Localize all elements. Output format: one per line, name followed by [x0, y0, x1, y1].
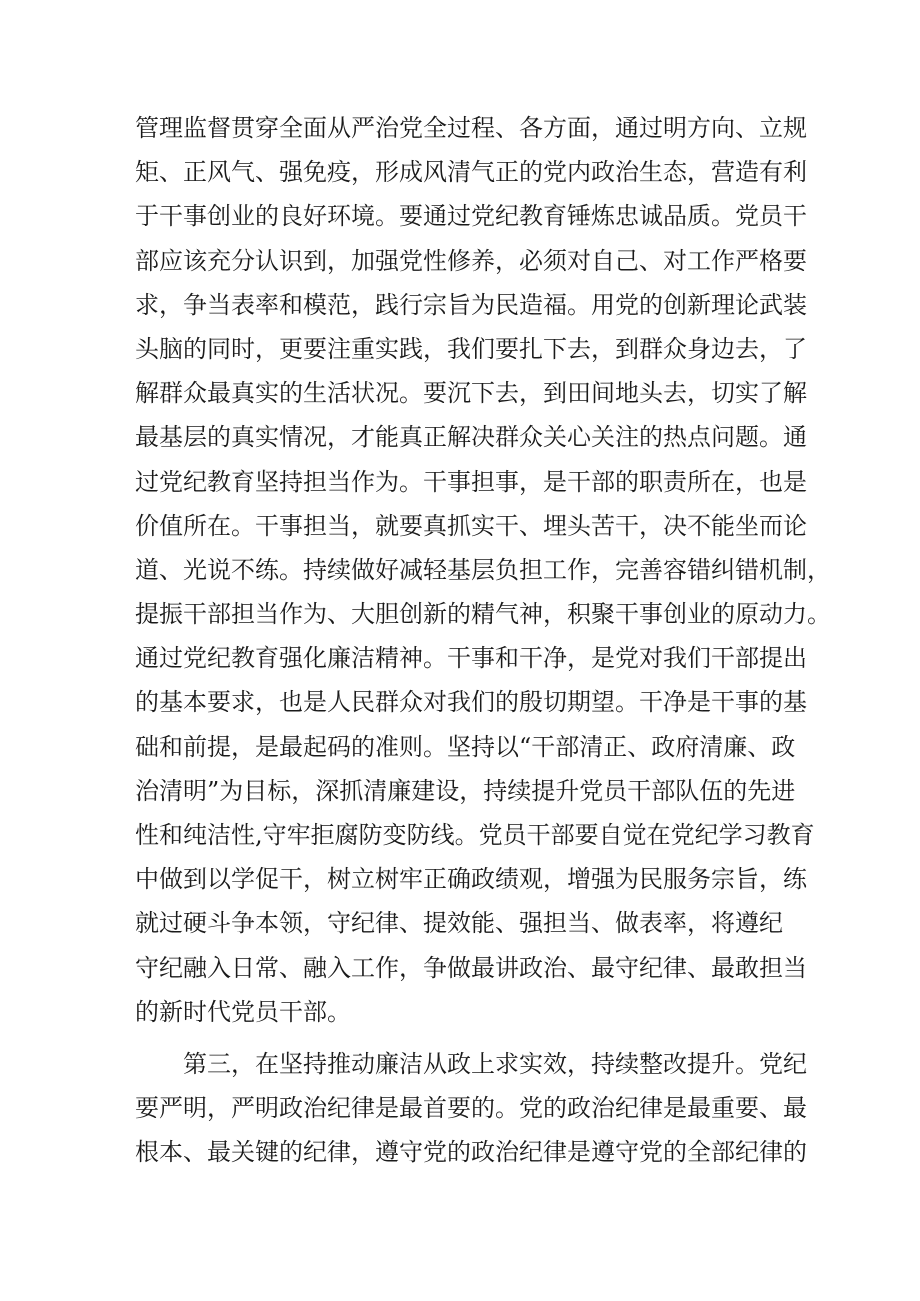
text-line: 头脑的同时，更要注重实践，我们要扎下去，到群众身边去，了: [135, 334, 807, 363]
text-line: 矩、正风气、强免疫，形成风清气正的党内政治生态，营造有利: [135, 158, 807, 187]
paragraph-1: [135, 106, 831, 1034]
text-line: 管理监督贯穿全面从严治党全过程、各方面，通过明方向、立规: [135, 114, 807, 142]
text-line: 于干事创业的良好环境。要通过党纪教育锤炼忠诚品质。党员干: [135, 202, 807, 231]
text-line: 道、光说不练。持续做好减轻基层负担工作，完善容错纠错机制，: [135, 555, 831, 584]
text-line: 求，争当表率和模范，践行宗旨为民造福。用党的创新理论武装: [135, 290, 807, 319]
text-line: 第三，在坚持推动廉洁从政上求实效，持续整改提升。党纪: [183, 1049, 807, 1078]
text-line: 治清明”为目标，深抓清廉建设，持续提升党员干部队伍的先进: [135, 776, 796, 805]
text-line: 的基本要求，也是人民群众对我们的殷切期望。干净是干事的基: [135, 688, 807, 717]
text-line: 要严明，严明政治纪律是最首要的。党的政治纪律是最重要、最: [135, 1094, 807, 1123]
text-line: 守纪融入日常、融入工作，争做最讲政治、最守纪律、最敢担当: [135, 953, 807, 982]
text-line: 提振干部担当作为、大胆创新的精气神，积聚干事创业的原动力。: [135, 600, 831, 629]
text-line: 部应该充分认识到，加强党性修养，必须对自己、对工作严格要: [135, 246, 807, 275]
text-line: 根本、最关键的纪律，遵守党的政治纪律是遵守党的全部纪律的: [135, 1138, 807, 1167]
text-line: 价值所在。干事担当，就要真抓实干、埋头苦干，决不能坐而论: [135, 511, 807, 540]
text-line: 最基层的真实情况，才能真正解决群众关心关注的热点问题。通: [135, 423, 807, 452]
text-line: 础和前提，是最起码的准则。坚持以“干部清正、政府清廉、政: [135, 732, 796, 761]
text-line: 就过硬斗争本领，守纪律、提效能、强担当、做表率，将遵纪: [135, 909, 783, 938]
text-line: 中做到以学促干，树立树牢正确政绩观，增强为民服务宗旨，练: [135, 865, 807, 894]
paragraph-2: [135, 1042, 807, 1175]
text-line: 通过党纪教育强化廉洁精神。干事和干净，是党对我们干部提出: [135, 644, 807, 673]
text-line: 性和纯洁性,守牢拒腐防变防线。党员干部要自觉在党纪学习教育: [135, 821, 815, 849]
text-line: 的新时代党员干部。: [135, 997, 351, 1026]
body-text: [135, 106, 831, 1175]
text-line: 解群众最真实的生活状况。要沉下去，到田间地头去，切实了解: [135, 379, 807, 408]
text-line: 过党纪教育坚持担当作为。干事担事，是干部的职责所在，也是: [135, 467, 807, 496]
